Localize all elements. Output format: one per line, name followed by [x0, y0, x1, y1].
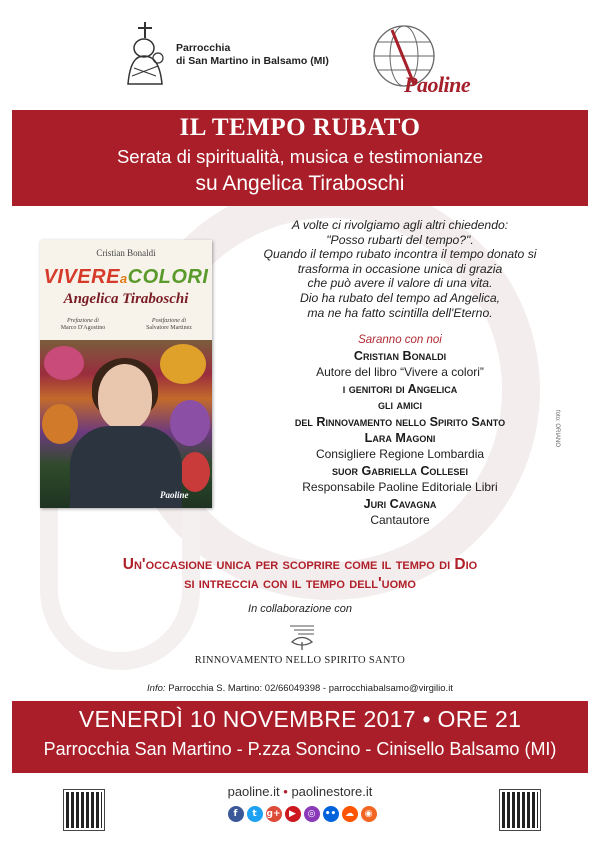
book-cover-photo: [40, 340, 212, 508]
book-postface: [126, 318, 212, 332]
occasion-line2: si intreccia con il tempo dell'uomo: [184, 575, 416, 592]
speaker-desc: Cantautore: [370, 513, 430, 528]
photo-credit: foto: ORIANO: [554, 410, 560, 448]
quote-line: Dio ha rubato del tempo ad Angelica,: [299, 290, 501, 305]
quote-line: Quando il tempo rubato incontra il tempo donato si: [263, 247, 537, 262]
speaker-name: Lara Magoni: [364, 431, 436, 446]
book-cover: [40, 240, 212, 508]
speaker-name: suor Gabriella Collesei: [332, 463, 468, 478]
speakers-list: [228, 348, 572, 528]
speaker-name: Cristian Bonaldi: [353, 349, 447, 363]
qr-code-left[interactable]: [64, 790, 104, 830]
info-label: Info:: [147, 683, 166, 694]
twitter-icon[interactable]: t: [247, 806, 263, 822]
postface-label: Postfazione di: [151, 318, 187, 324]
event-place: Parrocchia San Martino - P.zza Soncino - Cinisello Balsamo (MI): [43, 739, 557, 759]
speaker-desc: Consigliere Regione Lombardia: [315, 447, 485, 462]
googleplus-icon[interactable]: g+: [266, 806, 282, 822]
event-subject: su Angelica Tiraboschi: [195, 172, 405, 195]
event-subtitle: Serata di spiritualità, musica e testimonianze: [116, 146, 484, 167]
quote-line: che può avere il valore di una vita.: [307, 276, 493, 291]
parish-logo: [120, 18, 170, 88]
flickr-icon[interactable]: ••: [323, 806, 339, 822]
collaboration-label: In collaborazione con: [248, 603, 352, 615]
soundcloud-icon[interactable]: ☁: [342, 806, 358, 822]
postface-name: Salvatore Martinez: [146, 325, 192, 331]
website-link-paoline[interactable]: paoline.it: [227, 784, 280, 799]
book-author: Cristian Bonaldi: [96, 248, 156, 258]
preface-name: Marco D'Agostino: [60, 325, 106, 331]
book-title: [40, 266, 212, 289]
book-title-mid: a: [119, 271, 128, 286]
rns-dove-logo: [284, 620, 320, 652]
rss-icon[interactable]: ◉: [361, 806, 377, 822]
quote-line: A volte ci rivolgiamo agli altri chiedendo:: [291, 218, 509, 232]
info-line: [20, 683, 580, 694]
website-links: [150, 784, 450, 799]
occasion-line1: Un'occasione unica per scoprire come il tempo di Dio: [122, 556, 478, 573]
paoline-logo-text: Paoline: [404, 72, 471, 97]
parish-name: [176, 42, 329, 68]
parish-name-line1: Parrocchia: [176, 42, 231, 54]
speaker-name: i genitori di Angelica: [342, 381, 458, 396]
book-subtitle: Angelica Tiraboschi: [63, 291, 189, 307]
flower-shape: [170, 400, 210, 446]
speaker-name: gli amici: [378, 398, 422, 413]
quote-line: ma ne ha fatto scintilla dell'Eterno.: [307, 305, 493, 320]
facebook-icon[interactable]: f: [228, 806, 244, 822]
quote-line: "Posso rubarti del tempo?".: [326, 232, 474, 247]
speaker-desc: Responsabile Paoline Editoriale Libri: [302, 480, 498, 495]
book-title-part1: VIVERE: [43, 266, 120, 288]
speakers-intro: Saranno con noi: [358, 334, 442, 346]
speaker-name: Juri Cavagna: [363, 496, 437, 511]
book-title-part2: COLORI: [127, 266, 209, 288]
event-date: VENERDÌ 10 NOVEMBRE 2017 • ORE 21: [78, 706, 522, 732]
flower-shape: [44, 346, 84, 380]
quote-line: trasforma in occasione unica di grazia: [297, 261, 503, 276]
info-text: Parrocchia S. Martino: 02/66049398 - parrocchiabalsamo@virgilio.it: [168, 683, 453, 694]
flower-shape: [180, 452, 210, 492]
separator-dot: •: [283, 784, 288, 799]
youtube-icon[interactable]: ▶: [285, 806, 301, 822]
event-title: IL TEMPO RUBATO: [179, 114, 421, 141]
rns-organization: RINNOVAMENTO NELLO SPIRITO SANTO: [194, 655, 406, 666]
intro-quote: [228, 218, 572, 320]
social-icons: [212, 806, 392, 822]
book-publisher-logo: Paoline: [160, 490, 189, 500]
book-preface: [40, 318, 126, 332]
flower-shape: [42, 404, 78, 444]
flower-shape: [160, 344, 206, 384]
preface-label: Prefazione di: [67, 318, 99, 324]
instagram-icon[interactable]: ◎: [304, 806, 320, 822]
parish-name-line2: di San Martino in Balsamo (MI): [176, 55, 329, 67]
speaker-name: del Rinnovamento nello Spirito Santo: [294, 414, 506, 429]
qr-code-right[interactable]: [500, 790, 540, 830]
portrait-face: [98, 364, 152, 430]
website-link-paolinestore[interactable]: paolinestore.it: [291, 784, 373, 799]
speaker-desc: Autore del libro “Vivere a colori”: [316, 365, 484, 380]
